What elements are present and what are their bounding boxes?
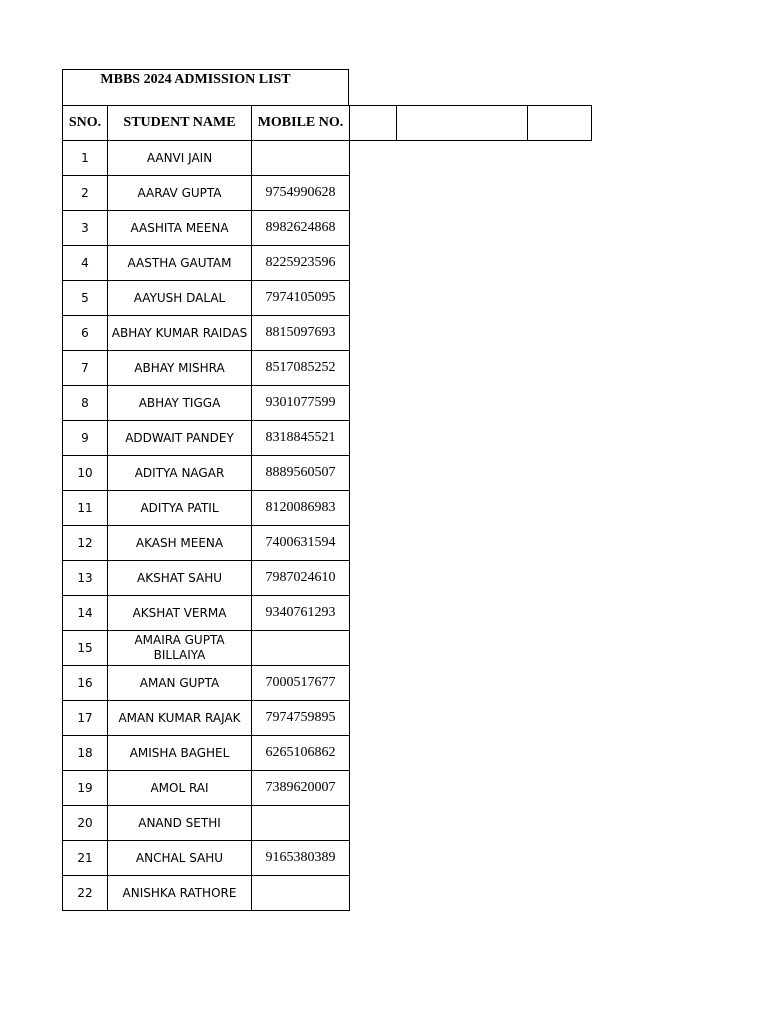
table-row bbox=[63, 491, 592, 526]
table-row bbox=[63, 386, 592, 421]
sno-cell: 17 bbox=[63, 701, 108, 736]
blank-cell bbox=[528, 351, 592, 386]
blank-cell bbox=[397, 421, 528, 456]
blank-cell bbox=[528, 141, 592, 176]
mobile-no-cell: 9340761293 bbox=[252, 596, 350, 631]
blank-cell bbox=[350, 386, 397, 421]
mobile-no-cell: 7974759895 bbox=[252, 701, 350, 736]
mobile-no-cell bbox=[252, 141, 350, 176]
table-row bbox=[63, 631, 592, 666]
student-name-cell: ADITYA NAGAR bbox=[108, 456, 252, 491]
student-name-cell: AMISHA BAGHEL bbox=[108, 736, 252, 771]
student-name-cell: AKSHAT SAHU bbox=[108, 561, 252, 596]
student-name-cell: ABHAY MISHRA bbox=[108, 351, 252, 386]
blank-cell bbox=[350, 456, 397, 491]
table-row bbox=[63, 561, 592, 596]
blank-cell bbox=[397, 246, 528, 281]
table-row bbox=[63, 876, 592, 911]
blank-cell bbox=[350, 526, 397, 561]
sno-cell: 16 bbox=[63, 666, 108, 701]
blank-cell bbox=[528, 421, 592, 456]
sno-cell: 4 bbox=[63, 246, 108, 281]
blank-cell bbox=[397, 386, 528, 421]
table-row bbox=[63, 771, 592, 806]
student-name-cell: ABHAY TIGGA bbox=[108, 386, 252, 421]
blank-cell bbox=[528, 561, 592, 596]
table-row bbox=[63, 526, 592, 561]
blank-cell bbox=[528, 246, 592, 281]
table-row bbox=[63, 281, 592, 316]
header-empty-cell bbox=[350, 106, 397, 141]
table-row bbox=[63, 456, 592, 491]
student-name-cell: AMAIRA GUPTA BILLAIYA bbox=[108, 631, 252, 666]
list-title: MBBS 2024 ADMISSION LIST bbox=[62, 69, 349, 106]
student-name-cell: AASHITA MEENA bbox=[108, 211, 252, 246]
sno-cell: 21 bbox=[63, 841, 108, 876]
blank-cell bbox=[397, 456, 528, 491]
sno-cell: 7 bbox=[63, 351, 108, 386]
student-name-cell: ANAND SETHI bbox=[108, 806, 252, 841]
header-sno: SNO. bbox=[63, 106, 108, 141]
mobile-no-cell bbox=[252, 631, 350, 666]
student-name-cell: ABHAY KUMAR RAIDAS bbox=[108, 316, 252, 351]
mobile-no-cell: 8982624868 bbox=[252, 211, 350, 246]
mobile-no-cell: 7974105095 bbox=[252, 281, 350, 316]
blank-cell bbox=[397, 806, 528, 841]
blank-cell bbox=[528, 491, 592, 526]
blank-cell bbox=[350, 596, 397, 631]
blank-cell bbox=[350, 806, 397, 841]
student-name-cell: AKSHAT VERMA bbox=[108, 596, 252, 631]
sno-cell: 22 bbox=[63, 876, 108, 911]
mobile-no-cell: 7389620007 bbox=[252, 771, 350, 806]
blank-cell bbox=[397, 316, 528, 351]
mobile-no-cell: 8889560507 bbox=[252, 456, 350, 491]
student-name-cell: ADDWAIT PANDEY bbox=[108, 421, 252, 456]
student-name-cell: AMAN KUMAR RAJAK bbox=[108, 701, 252, 736]
sno-cell: 5 bbox=[63, 281, 108, 316]
mobile-no-cell bbox=[252, 876, 350, 911]
student-name-cell: AMAN GUPTA bbox=[108, 666, 252, 701]
student-name-cell: AARAV GUPTA bbox=[108, 176, 252, 211]
blank-cell bbox=[397, 141, 528, 176]
student-name-cell: AMOL RAI bbox=[108, 771, 252, 806]
mobile-no-cell: 6265106862 bbox=[252, 736, 350, 771]
mobile-no-cell: 9754990628 bbox=[252, 176, 350, 211]
mobile-no-cell: 8318845521 bbox=[252, 421, 350, 456]
blank-cell bbox=[528, 841, 592, 876]
blank-cell bbox=[397, 281, 528, 316]
sno-cell: 10 bbox=[63, 456, 108, 491]
header-row bbox=[63, 106, 592, 141]
sno-cell: 2 bbox=[63, 176, 108, 211]
blank-cell bbox=[350, 701, 397, 736]
blank-cell bbox=[528, 701, 592, 736]
student-name-cell: AKASH MEENA bbox=[108, 526, 252, 561]
blank-cell bbox=[350, 141, 397, 176]
blank-cell bbox=[397, 631, 528, 666]
sno-cell: 12 bbox=[63, 526, 108, 561]
blank-cell bbox=[528, 736, 592, 771]
table-row bbox=[63, 421, 592, 456]
student-name-cell: ADITYA PATIL bbox=[108, 491, 252, 526]
table-row bbox=[63, 141, 592, 176]
blank-cell bbox=[350, 631, 397, 666]
sno-cell: 13 bbox=[63, 561, 108, 596]
mobile-no-cell bbox=[252, 806, 350, 841]
blank-cell bbox=[528, 281, 592, 316]
blank-cell bbox=[528, 631, 592, 666]
student-name-cell: AANVI JAIN bbox=[108, 141, 252, 176]
blank-cell bbox=[350, 491, 397, 526]
sno-cell: 14 bbox=[63, 596, 108, 631]
table-row bbox=[63, 316, 592, 351]
table-row bbox=[63, 246, 592, 281]
blank-cell bbox=[528, 876, 592, 911]
student-name-cell: AAYUSH DALAL bbox=[108, 281, 252, 316]
blank-cell bbox=[528, 456, 592, 491]
mobile-no-cell: 8815097693 bbox=[252, 316, 350, 351]
mobile-no-cell: 8517085252 bbox=[252, 351, 350, 386]
blank-cell bbox=[350, 176, 397, 211]
mobile-no-cell: 8120086983 bbox=[252, 491, 350, 526]
mobile-no-cell: 7987024610 bbox=[252, 561, 350, 596]
blank-cell bbox=[350, 211, 397, 246]
blank-cell bbox=[397, 211, 528, 246]
table-row bbox=[63, 596, 592, 631]
blank-cell bbox=[397, 701, 528, 736]
blank-cell bbox=[528, 316, 592, 351]
blank-cell bbox=[350, 876, 397, 911]
blank-cell bbox=[397, 491, 528, 526]
student-name-cell: AASTHA GAUTAM bbox=[108, 246, 252, 281]
sno-cell: 3 bbox=[63, 211, 108, 246]
mobile-no-cell: 7400631594 bbox=[252, 526, 350, 561]
sno-cell: 11 bbox=[63, 491, 108, 526]
blank-cell bbox=[350, 666, 397, 701]
blank-cell bbox=[528, 386, 592, 421]
blank-cell bbox=[350, 281, 397, 316]
blank-cell bbox=[397, 596, 528, 631]
sno-cell: 15 bbox=[63, 631, 108, 666]
sno-cell: 18 bbox=[63, 736, 108, 771]
blank-cell bbox=[397, 351, 528, 386]
header-mobile-no: MOBILE NO. bbox=[252, 106, 350, 141]
table-row bbox=[63, 211, 592, 246]
mobile-no-cell: 9301077599 bbox=[252, 386, 350, 421]
blank-cell bbox=[397, 876, 528, 911]
blank-cell bbox=[350, 771, 397, 806]
mobile-no-cell: 7000517677 bbox=[252, 666, 350, 701]
blank-cell bbox=[350, 736, 397, 771]
blank-cell bbox=[350, 316, 397, 351]
student-name-cell: ANISHKA RATHORE bbox=[108, 876, 252, 911]
blank-cell bbox=[397, 561, 528, 596]
admission-table bbox=[62, 105, 592, 911]
student-name-cell: ANCHAL SAHU bbox=[108, 841, 252, 876]
blank-cell bbox=[528, 526, 592, 561]
sno-cell: 6 bbox=[63, 316, 108, 351]
blank-cell bbox=[528, 176, 592, 211]
table-row bbox=[63, 806, 592, 841]
sno-cell: 20 bbox=[63, 806, 108, 841]
blank-cell bbox=[350, 351, 397, 386]
blank-cell bbox=[528, 666, 592, 701]
blank-cell bbox=[528, 596, 592, 631]
blank-cell bbox=[350, 561, 397, 596]
table-row bbox=[63, 351, 592, 386]
blank-cell bbox=[397, 526, 528, 561]
header-empty-cell bbox=[528, 106, 592, 141]
sno-cell: 9 bbox=[63, 421, 108, 456]
blank-cell bbox=[350, 841, 397, 876]
blank-cell bbox=[350, 246, 397, 281]
table-row bbox=[63, 736, 592, 771]
blank-cell bbox=[397, 841, 528, 876]
table-row bbox=[63, 701, 592, 736]
blank-cell bbox=[397, 736, 528, 771]
sno-cell: 19 bbox=[63, 771, 108, 806]
sno-cell: 1 bbox=[63, 141, 108, 176]
mobile-no-cell: 8225923596 bbox=[252, 246, 350, 281]
sno-cell: 8 bbox=[63, 386, 108, 421]
blank-cell bbox=[528, 211, 592, 246]
table-row bbox=[63, 841, 592, 876]
blank-cell bbox=[528, 771, 592, 806]
blank-cell bbox=[528, 806, 592, 841]
mobile-no-cell: 9165380389 bbox=[252, 841, 350, 876]
header-empty-cell bbox=[397, 106, 528, 141]
header-student-name: STUDENT NAME bbox=[108, 106, 252, 141]
blank-cell bbox=[397, 771, 528, 806]
blank-cell bbox=[350, 421, 397, 456]
blank-cell bbox=[397, 176, 528, 211]
table-row bbox=[63, 666, 592, 701]
table-row bbox=[63, 176, 592, 211]
blank-cell bbox=[397, 666, 528, 701]
